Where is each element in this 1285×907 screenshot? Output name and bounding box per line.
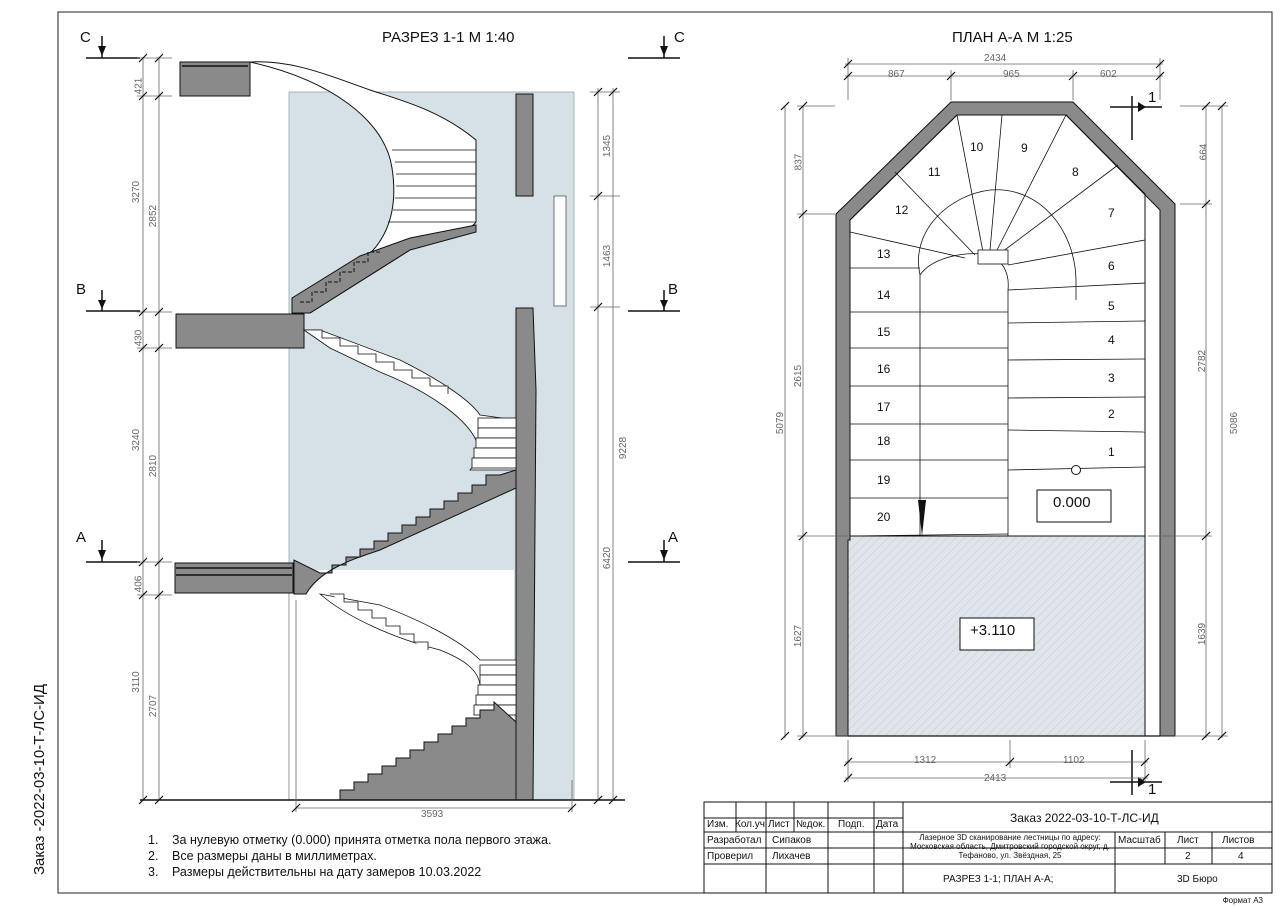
plan-treads — [850, 115, 1145, 536]
tb-order: Заказ 2022-03-10-Т-ЛС-ИД — [1010, 811, 1159, 825]
tb-checked-label: Проверил — [707, 851, 754, 862]
notes-list — [148, 832, 551, 880]
step-10: 10 — [970, 140, 984, 154]
slab-b — [176, 314, 304, 348]
format-label: Формат А3 — [1222, 896, 1263, 905]
marker-a-left: A — [76, 529, 87, 546]
start-point — [1072, 466, 1081, 475]
step-12: 12 — [895, 203, 909, 217]
dim-2434: 2434 — [984, 53, 1007, 64]
marker-a-right: A — [668, 529, 679, 546]
dim-6420: 6420 — [602, 546, 614, 570]
dim-9228: 9228 — [618, 436, 630, 460]
step-15: 15 — [877, 325, 891, 339]
tb-sheet-label: Лист — [1177, 835, 1199, 846]
tb-developed-name: Сипаков — [772, 835, 812, 846]
dim-421: 421 — [133, 77, 145, 95]
dim-2615: 2615 — [793, 364, 805, 388]
dim-1627: 1627 — [793, 624, 805, 648]
dim-2782: 2782 — [1197, 349, 1209, 373]
note-item: 2. Все размеры даны в миллиметрах. — [148, 849, 377, 863]
dim-3270: 3270 — [131, 180, 143, 204]
step-11: 11 — [928, 165, 941, 179]
dim-2852: 2852 — [148, 204, 160, 228]
step-13: 13 — [877, 247, 891, 261]
dim-2810: 2810 — [148, 454, 160, 478]
tb-sheet: 2 — [1185, 851, 1191, 862]
dim-1312: 1312 — [914, 755, 937, 766]
tb-drawing-name: РАЗРЕЗ 1-1; ПЛАН А-А; — [943, 874, 1054, 885]
dim-3240: 3240 — [131, 428, 143, 452]
dim-2707: 2707 — [148, 694, 160, 718]
tb-checked-name: Лихачев — [772, 851, 811, 862]
dim-1102: 1102 — [1063, 755, 1085, 766]
plan-view — [781, 58, 1228, 798]
step-20: 20 — [877, 510, 891, 524]
marker-c-right: C — [674, 29, 685, 46]
plan-title: ПЛАН А-А М 1:25 — [952, 29, 1073, 46]
step-17: 17 — [877, 400, 891, 414]
dim-1639: 1639 — [1197, 622, 1209, 646]
window-opening — [554, 196, 566, 306]
dim-430: 430 — [133, 329, 145, 347]
tb-sheets-label: Листов — [1222, 835, 1255, 846]
step-14: 14 — [877, 288, 891, 302]
dim-5079: 5079 — [775, 411, 787, 435]
step-18: 18 — [877, 434, 891, 448]
tb-h-podp: Подп. — [838, 819, 865, 830]
dim-406: 406 — [133, 575, 145, 593]
step-1: 1 — [1108, 445, 1115, 459]
section-view — [86, 36, 680, 812]
note-item: 3. Размеры действительны на дату замеров 10.03.2022 — [148, 865, 482, 879]
dim-1463: 1463 — [602, 244, 614, 268]
tb-description: Лазерное 3D сканирование лестницы по адресу: Московская область, Дмитровский городской округ, д. Тефаново, ул. Звёздная, 25 — [910, 833, 1110, 860]
marker-c-left: C — [80, 29, 91, 46]
step-7: 7 — [1108, 206, 1115, 220]
right-wall-upper — [516, 94, 533, 196]
dim-3110: 3110 — [130, 671, 142, 693]
dim-867: 867 — [888, 69, 905, 80]
tb-h-kol: Кол.уч — [735, 819, 765, 830]
right-wall-lower — [516, 308, 536, 800]
tb-h-izm: Изм. — [707, 819, 729, 830]
step-5: 5 — [1108, 299, 1115, 313]
step-16: 16 — [877, 362, 891, 376]
marker-b-right: B — [668, 281, 679, 298]
sheet-frame — [58, 12, 1272, 893]
dim-5086: 5086 — [1229, 411, 1241, 435]
dim-1345: 1345 — [602, 134, 614, 158]
step-6: 6 — [1108, 259, 1115, 273]
marker-b-left: B — [76, 281, 87, 298]
dim-2413: 2413 — [984, 773, 1007, 784]
tb-h-doc: №док. — [796, 819, 826, 830]
step-2: 2 — [1108, 407, 1115, 421]
step-19: 19 — [877, 473, 891, 487]
slab-c — [180, 62, 250, 96]
tb-h-date: Дата — [876, 819, 899, 830]
tb-company: 3D Бюро — [1177, 874, 1218, 885]
dim-602: 602 — [1100, 69, 1117, 80]
section-title: РАЗРЕЗ 1-1 М 1:40 — [382, 29, 515, 46]
tb-scale-label: Масштаб — [1118, 835, 1161, 846]
tb-h-list: Лист — [768, 819, 790, 830]
dim-3593: 3593 — [421, 809, 444, 820]
dim-837: 837 — [793, 153, 805, 171]
step-3: 3 — [1108, 371, 1115, 385]
dim-965: 965 — [1003, 69, 1020, 80]
dim-664: 664 — [1198, 143, 1210, 161]
side-order-label: Заказ -2022-03-10-Т-ЛС-ИД — [31, 683, 48, 875]
level-upper: +3.110 — [970, 622, 1016, 639]
section-mark-bottom: 1 — [1148, 781, 1157, 798]
level-lower: 0.000 — [1053, 494, 1091, 511]
direction-arrow — [918, 500, 926, 536]
step-8: 8 — [1072, 165, 1079, 179]
step-9: 9 — [1021, 141, 1028, 155]
section-mark-top: 1 — [1148, 89, 1157, 106]
tb-sheets: 4 — [1238, 851, 1244, 862]
step-4: 4 — [1108, 333, 1115, 347]
tb-developed-label: Разработал — [707, 835, 762, 846]
note-item: 1. За нулевую отметку (0.000) принята отметка пола первого этажа. — [148, 833, 552, 847]
